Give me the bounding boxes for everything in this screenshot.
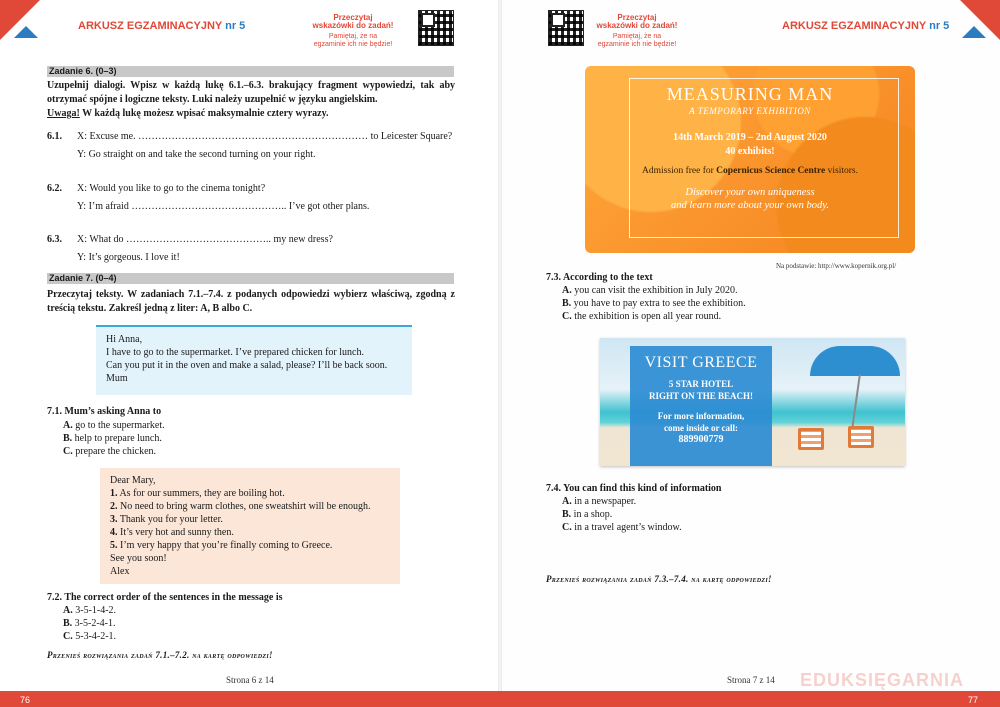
- answer-option[interactable]: B. help to prepare lunch.: [63, 433, 162, 444]
- answer-option[interactable]: A. go to the supermarket.: [63, 420, 165, 431]
- greece-subtitle: 5 STAR HOTEL RIGHT ON THE BEACH!: [649, 379, 753, 401]
- dialog-line-y: Y: It’s gorgeous. I love it!: [77, 252, 180, 263]
- page-footer: Strona 7 z 14: [727, 675, 775, 685]
- poster-exhibits: 40 exhibits!: [725, 146, 775, 157]
- answer-option[interactable]: B. 3-5-2-4-1.: [63, 618, 116, 629]
- dialog-line-x: X: Would you like to go to the cinema tonight?: [77, 183, 266, 194]
- poster-subtitle: A TEMPORARY EXHIBITION: [689, 106, 811, 116]
- item-number: 6.2.: [47, 183, 62, 194]
- greece-advert: [600, 338, 905, 466]
- task6-header: Zadanie 6. (0–3): [47, 66, 454, 77]
- corner-decoration-right-blue: [962, 26, 986, 38]
- poster-admission: Admission free for Copernicus Science Centre visitors.: [642, 166, 858, 176]
- deck-chair-icon: [798, 428, 824, 450]
- answer-option[interactable]: A. 3-5-1-4-2.: [63, 605, 117, 616]
- page-footer: Strona 6 z 14: [226, 675, 274, 685]
- transfer-instruction: Przenieś rozwiązania zadań 7.1.–7.2. na kartę odpowiedzi!: [47, 650, 273, 660]
- item-number: 6.1.: [47, 131, 62, 142]
- transfer-instruction: Przenieś rozwiązania zadań 7.3.–7.4. na kartę odpowiedzi!: [546, 574, 772, 584]
- dialog-line-y: Y: I’m afraid ……………………………………….. I’ve got other plans.: [77, 201, 370, 212]
- poster-dates: 14th March 2019 – 2nd August 2020: [673, 132, 827, 143]
- poster-title: MEASURING MAN: [666, 84, 834, 104]
- question-7-1: 7.1. Mum’s asking Anna to: [47, 406, 162, 417]
- qr-code[interactable]: [418, 10, 454, 46]
- item-number: 6.3.: [47, 234, 62, 245]
- question-7-3: 7.3. According to the text: [546, 272, 653, 283]
- task6-instruction: Uzupełnij dialogi. Wpisz w każdą lukę 6.1.–6.3. brakujący fragment wypowiedzi, tak aby otrzymać spójne i logiczne teksty. Luki należy uzupełnić w języku angielskim. Uwaga! W każdą lukę możesz wpisać maksymalnie cztery wyrazy.: [47, 80, 455, 119]
- page-number-left: 76: [20, 695, 31, 705]
- answer-option[interactable]: C. the exhibition is open all year round.: [562, 311, 722, 322]
- beach-umbrella-icon: [810, 346, 900, 376]
- exam-sheet-title: ARKUSZ EGZAMINACYJNY nr 5: [782, 20, 950, 32]
- dialog-line-x: X: What do …………………………………….. my new dress?: [77, 234, 333, 245]
- answer-option[interactable]: A. you can visit the exhibition in July 2020.: [562, 285, 738, 296]
- source-credit: Na podstawie: http://www.kopernik.org.pl/: [776, 262, 897, 270]
- greece-phone: 889900779: [678, 434, 724, 445]
- corner-decoration-left-blue: [14, 26, 38, 38]
- exhibition-poster: [585, 66, 915, 253]
- task7-header: Zadanie 7. (0–4): [47, 273, 454, 284]
- hint-note: Przeczytaj wskazówki do zadań! Pamiętaj, że na egzaminie ich nie będzie!: [312, 13, 394, 48]
- dialog-line-y: Y: Go straight on and take the second turning on your right.: [77, 149, 316, 160]
- qr-code[interactable]: [548, 10, 584, 46]
- letter-from-alex: Dear Mary, 1. As for our summers, they are boiling hot. 2. No need to bring warm clothes, one sweatshirt will be enough. 3. Thank you for your letter. 4. It’s very hot and sunny then. 5. I’m very happy that you’re finally coming to Greece. See you soon! Alex: [100, 468, 400, 584]
- task7-instruction: Przeczytaj teksty. W zadaniach 7.1.–7.4. z podanych odpowiedzi wybierz właściwą, zgodną z treścią tekstu. Zakreśl jedną z liter: A, B albo C.: [47, 289, 455, 314]
- question-7-2: 7.2. The correct order of the sentences in the message is: [47, 592, 283, 603]
- exam-sheet-title: ARKUSZ EGZAMINACYJNY nr 5: [78, 20, 246, 32]
- page-number-right: 77: [968, 695, 979, 705]
- poster-tagline: Discover your own uniqueness and learn more about your own body.: [671, 187, 829, 211]
- bottom-bar: [0, 691, 1000, 707]
- hint-note: Przeczytaj wskazówki do zadań! Pamiętaj, że na egzaminie ich nie będzie!: [596, 13, 678, 48]
- answer-option[interactable]: C. in a travel agent’s window.: [562, 522, 682, 533]
- book-spine: [498, 0, 502, 707]
- dialog-line-x: X: Excuse me. …………………………………………………………… to Leicester Square?: [77, 131, 453, 142]
- answer-option[interactable]: C. prepare the chicken.: [63, 446, 157, 457]
- note-to-anna: Hi Anna, I have to go to the supermarket. I’ve prepared chicken for lunch. Can you put it in the oven and make a salad, please? I’ll be back soon. Mum: [96, 325, 412, 395]
- answer-option[interactable]: B. in a shop.: [562, 509, 613, 520]
- greece-title: VISIT GREECE: [644, 354, 758, 371]
- answer-option[interactable]: C. 5-3-4-2-1.: [63, 631, 117, 642]
- answer-option[interactable]: A. in a newspaper.: [562, 496, 637, 507]
- greece-text-panel: [630, 346, 772, 466]
- greece-info: For more information, come inside or call:: [657, 411, 745, 433]
- answer-option[interactable]: B. you have to pay extra to see the exhibition.: [562, 298, 746, 309]
- deck-chair-icon: [848, 426, 874, 448]
- watermark: EDUKSIĘGARNIA: [800, 670, 965, 690]
- question-7-4: 7.4. You can find this kind of information: [546, 483, 722, 494]
